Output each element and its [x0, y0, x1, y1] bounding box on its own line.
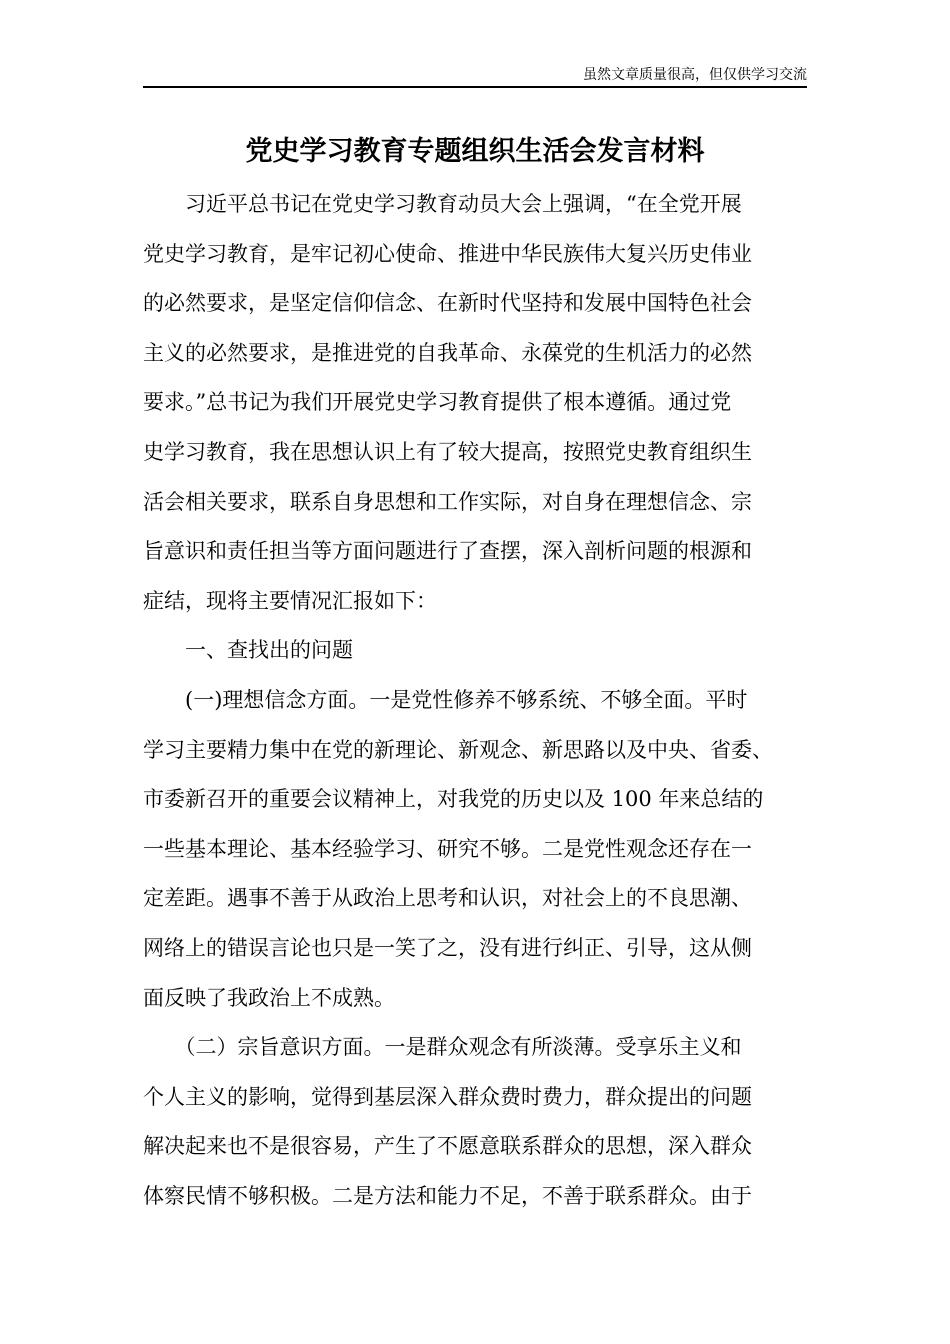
- text-line: 党史学习教育，是牢记初心使命、推进中华民族伟大复兴历史伟业: [143, 241, 752, 266]
- text-line: (一)理想信念方面。一是党性修养不够系统、不够全面。平时: [143, 687, 748, 712]
- document-body: [143, 180, 807, 1221]
- text-line: 学习主要精力集中在党的新理论、新观念、新思路以及中央、省委、: [143, 737, 773, 762]
- text-line: 活会相关要求，联系自身思想和工作实际，对自身在理想信念、宗: [143, 489, 752, 514]
- header-note: 虽然文章质量很高，但仅供学习交流: [583, 67, 807, 83]
- text-line: 市委新召开的重要会议精神上，对我党的历史以及 100 年来总结的: [143, 787, 764, 812]
- text-line: 的必然要求，是坚定信仰信念、在新时代坚持和发展中国特色社会: [143, 291, 752, 316]
- text-line: 定差距。遇事不善于从政治上思考和认识，对社会上的不良思潮、: [143, 886, 752, 911]
- text-line: 要求。”总书记为我们开展党史学习教育提供了根本遵循。通过党: [143, 390, 732, 415]
- text-line: 面反映了我政治上不成熟。: [143, 985, 395, 1010]
- text-line: 习近平总书记在党史学习教育动员大会上强调，“在全党开展: [143, 192, 742, 216]
- text-line: 史学习教育，我在思想认识上有了较大提高，按照党史教育组织生: [143, 439, 752, 464]
- header-divider: [143, 86, 807, 88]
- text-line: 解决起来也不是很容易，产生了不愿意联系群众的思想，深入群众: [143, 1134, 752, 1159]
- text-line: 一、查找出的问题: [143, 638, 353, 663]
- text-line: 旨意识和责任担当等方面问题进行了查摆，深入剖析问题的根源和: [143, 539, 752, 564]
- document-title: 党史学习教育专题组织生活会发言材料: [245, 136, 705, 167]
- text-line: 网络上的错误言论也只是一笑了之，没有进行纠正、引导，这从侧: [143, 935, 752, 960]
- text-line: 一些基本理论、基本经验学习、研究不够。二是党性观念还存在一: [143, 836, 752, 861]
- text-line: （二）宗旨意识方面。一是群众观念有所淡薄。受享乐主义和: [143, 1035, 742, 1060]
- text-line: 体察民情不够积极。二是方法和能力不足，不善于联系群众。由于: [143, 1183, 752, 1208]
- text-line: 症结，现将主要情况汇报如下：: [143, 588, 437, 613]
- text-line: 主义的必然要求，是推进党的自我革命、永葆党的生机活力的必然: [143, 340, 752, 365]
- text-line: 个人主义的影响，觉得到基层深入群众费时费力，群众提出的问题: [143, 1084, 752, 1109]
